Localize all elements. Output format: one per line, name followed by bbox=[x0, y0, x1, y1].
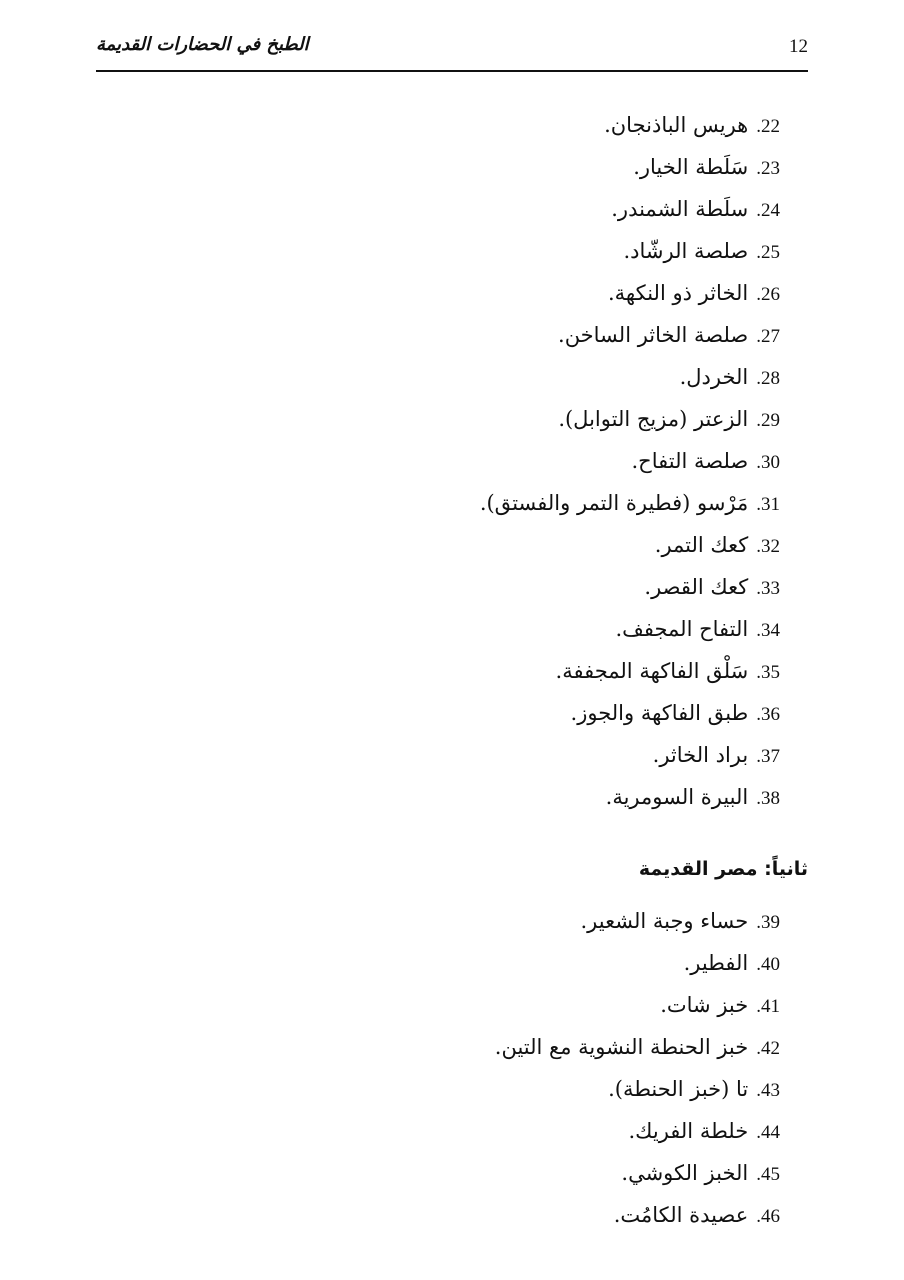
recipe-list-ancient-egypt bbox=[495, 900, 780, 1236]
recipe-list-mesopotamia bbox=[480, 104, 780, 818]
item-text: الخاثر ذو النكهة. bbox=[608, 281, 749, 305]
list-item bbox=[495, 1026, 780, 1068]
item-number: 40 . bbox=[756, 944, 780, 986]
item-text: كعك القصر. bbox=[644, 575, 749, 599]
item-text: سلَطة الشمندر. bbox=[611, 197, 749, 221]
item-text: التفاح المجفف. bbox=[615, 617, 749, 641]
item-number: 43 . bbox=[756, 1070, 780, 1112]
item-number: 41 . bbox=[756, 986, 780, 1028]
list-item bbox=[480, 776, 780, 818]
item-text: خبز شات. bbox=[660, 993, 749, 1017]
item-text: صلصة التفاح. bbox=[631, 449, 749, 473]
list-item bbox=[480, 692, 780, 734]
running-title: الطبخ في الحضارات القديمة bbox=[96, 34, 309, 55]
item-text: كعك التمر. bbox=[654, 533, 749, 557]
item-text: الخبز الكوشي. bbox=[621, 1161, 749, 1185]
item-number: 44 . bbox=[756, 1112, 780, 1154]
list-item bbox=[480, 440, 780, 482]
item-text: الفطير. bbox=[683, 951, 749, 975]
section-heading-ancient-egypt: ثانياً: مصر القديمة bbox=[638, 858, 808, 880]
list-item bbox=[495, 1068, 780, 1110]
list-item bbox=[480, 230, 780, 272]
page-number: 12 bbox=[789, 36, 808, 57]
list-item bbox=[480, 272, 780, 314]
list-item bbox=[480, 188, 780, 230]
list-item bbox=[480, 608, 780, 650]
item-number: 28 . bbox=[756, 358, 780, 400]
list-item bbox=[480, 524, 780, 566]
item-number: 22 . bbox=[756, 106, 780, 148]
item-number: 33 . bbox=[756, 568, 780, 610]
item-text: سَلْق الفاكهة المجففة. bbox=[555, 659, 749, 683]
item-number: 26 . bbox=[756, 274, 780, 316]
page-header bbox=[96, 30, 808, 72]
item-number: 25 . bbox=[756, 232, 780, 274]
list-item bbox=[480, 146, 780, 188]
item-text: عصيدة الكامُت. bbox=[613, 1203, 749, 1227]
list-item bbox=[480, 734, 780, 776]
item-text: براد الخاثر. bbox=[652, 743, 749, 767]
list-item bbox=[480, 314, 780, 356]
item-text: صلصة الرشّاد. bbox=[623, 239, 749, 263]
list-item bbox=[495, 1152, 780, 1194]
item-number: 24 . bbox=[756, 190, 780, 232]
item-number: 34 . bbox=[756, 610, 780, 652]
list-item bbox=[480, 356, 780, 398]
list-item bbox=[480, 650, 780, 692]
item-number: 37 . bbox=[756, 736, 780, 778]
item-text: خلطة الفريك. bbox=[628, 1119, 749, 1143]
list-item bbox=[495, 1194, 780, 1236]
item-number: 42 . bbox=[756, 1028, 780, 1070]
item-text: مَرْسو (فطيرة التمر والفستق). bbox=[479, 491, 749, 515]
item-text: صلصة الخاثر الساخن. bbox=[558, 323, 749, 347]
list-item bbox=[480, 566, 780, 608]
item-number: 39 . bbox=[756, 902, 780, 944]
list-item bbox=[495, 1110, 780, 1152]
item-text: حساء وجبة الشعير. bbox=[580, 909, 749, 933]
item-number: 35 . bbox=[756, 652, 780, 694]
item-number: 23 . bbox=[756, 148, 780, 190]
item-text: البيرة السومرية. bbox=[605, 785, 749, 809]
item-number: 32 . bbox=[756, 526, 780, 568]
item-text: طبق الفاكهة والجوز. bbox=[570, 701, 749, 725]
item-text: سَلَطة الخيار. bbox=[633, 155, 749, 179]
list-item bbox=[480, 398, 780, 440]
item-text: الزعتر (مزيج التوابل). bbox=[558, 407, 749, 431]
item-number: 45 . bbox=[756, 1154, 780, 1196]
item-number: 36 . bbox=[756, 694, 780, 736]
item-number: 30 . bbox=[756, 442, 780, 484]
item-number: 27 . bbox=[756, 316, 780, 358]
item-number: 46 . bbox=[756, 1196, 780, 1238]
item-text: الخردل. bbox=[679, 365, 749, 389]
list-item bbox=[495, 942, 780, 984]
list-item bbox=[480, 482, 780, 524]
list-item bbox=[480, 104, 780, 146]
item-text: خبز الحنطة النشوية مع التين. bbox=[494, 1035, 749, 1059]
item-text: تا (خبز الحنطة). bbox=[608, 1077, 749, 1101]
item-number: 38 . bbox=[756, 778, 780, 820]
item-text: هريس الباذنجان. bbox=[604, 113, 749, 137]
item-number: 31 . bbox=[756, 484, 780, 526]
list-item bbox=[495, 984, 780, 1026]
item-number: 29 . bbox=[756, 400, 780, 442]
list-item bbox=[495, 900, 780, 942]
